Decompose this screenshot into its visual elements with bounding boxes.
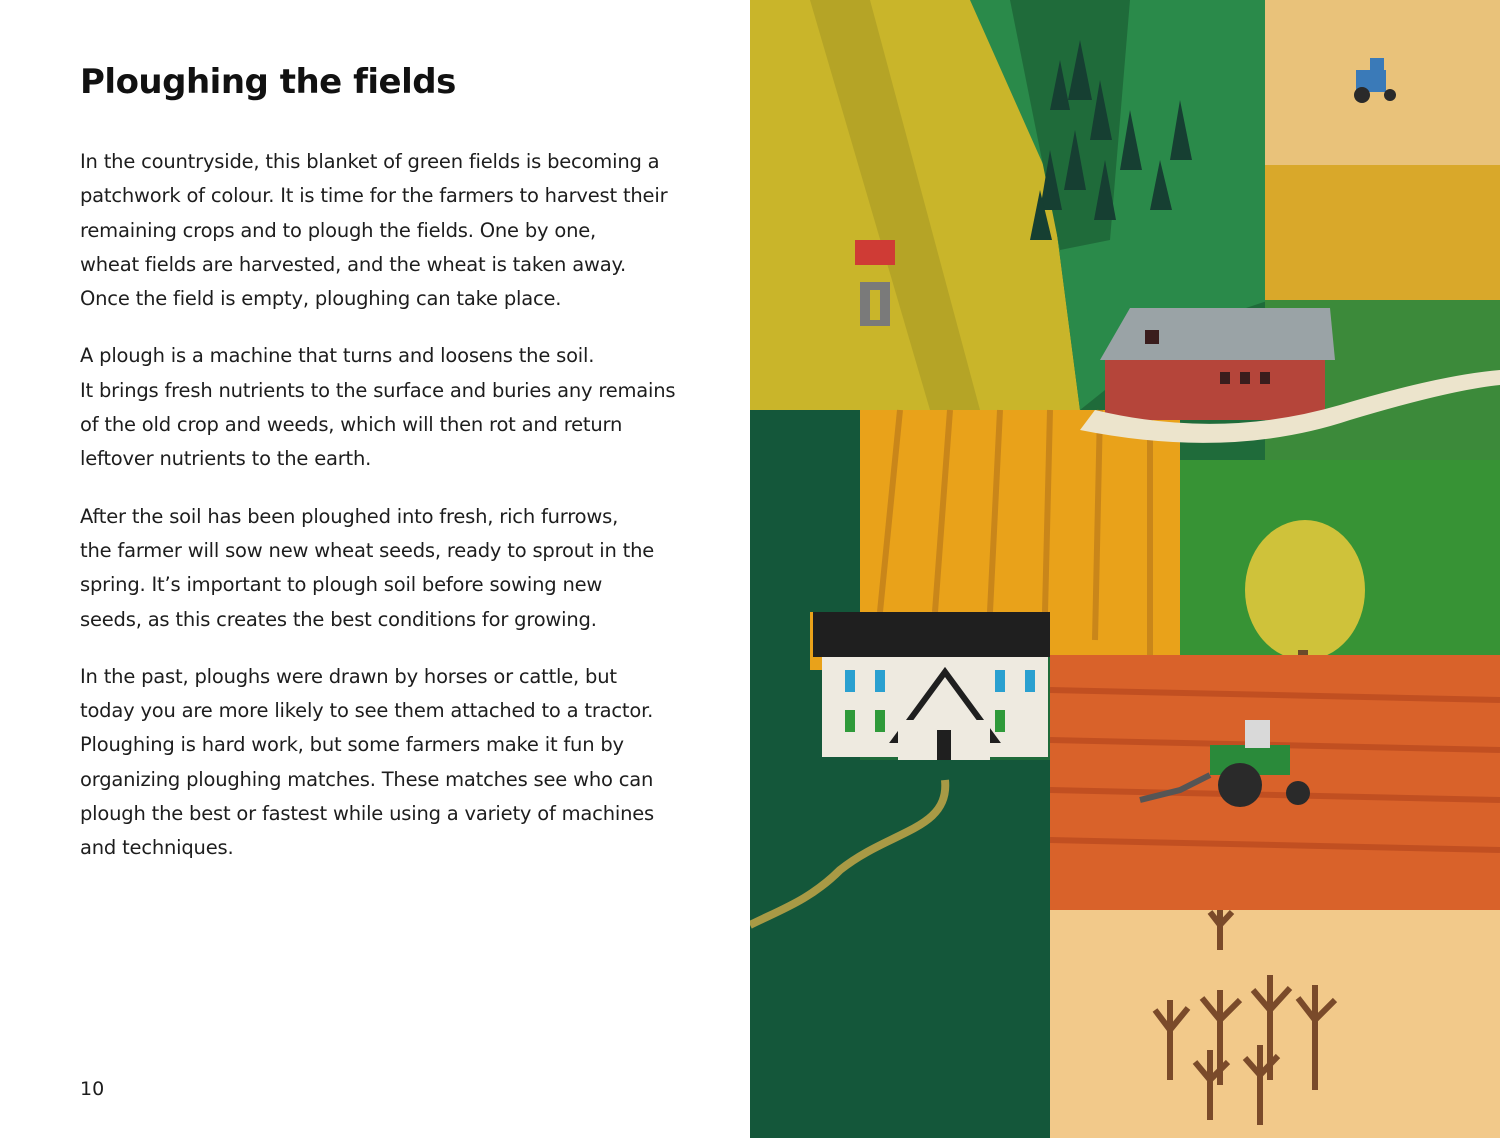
barn xyxy=(1100,308,1335,420)
page-title: Ploughing the fields xyxy=(80,62,456,102)
body-text xyxy=(80,145,680,889)
paragraph-1: In the countryside, this blanket of green fields is becoming a patchwork of colour. It is time for the farmers to harvest their remaining crops and to plough the fields. One by one, wheat fields are harvested, and the wheat is taken away. Once the field is empty, ploughing can take place. xyxy=(80,150,668,311)
farm-landscape-image xyxy=(750,0,1500,1138)
paragraph-3: After the soil has been ploughed into fresh, rich furrows, the farmer will sow new wheat seeds, ready to sprout in the spring. It’s important to plough soil before sowing new seeds, as this creates the best conditions for growing. xyxy=(80,504,655,631)
paragraph-4: In the past, ploughs were drawn by horses or cattle, but today you are more likely to see them attached to a tractor. Ploughing is hard work, but some farmers make it fun by organizing ploughing matches. These matches see who can plough the best or fastest while using a variety of machines and techniques. xyxy=(80,664,654,860)
paragraph-2: A plough is a machine that turns and loosens the soil. It brings fresh nutrients to the surface and buries any remains of the old crop and weeds, which will then rot and return leftover nutrients to the earth. xyxy=(80,344,676,471)
farmhouse xyxy=(813,612,1050,780)
farm-illustration xyxy=(750,0,1500,1138)
page-number: 10 xyxy=(80,1078,105,1100)
